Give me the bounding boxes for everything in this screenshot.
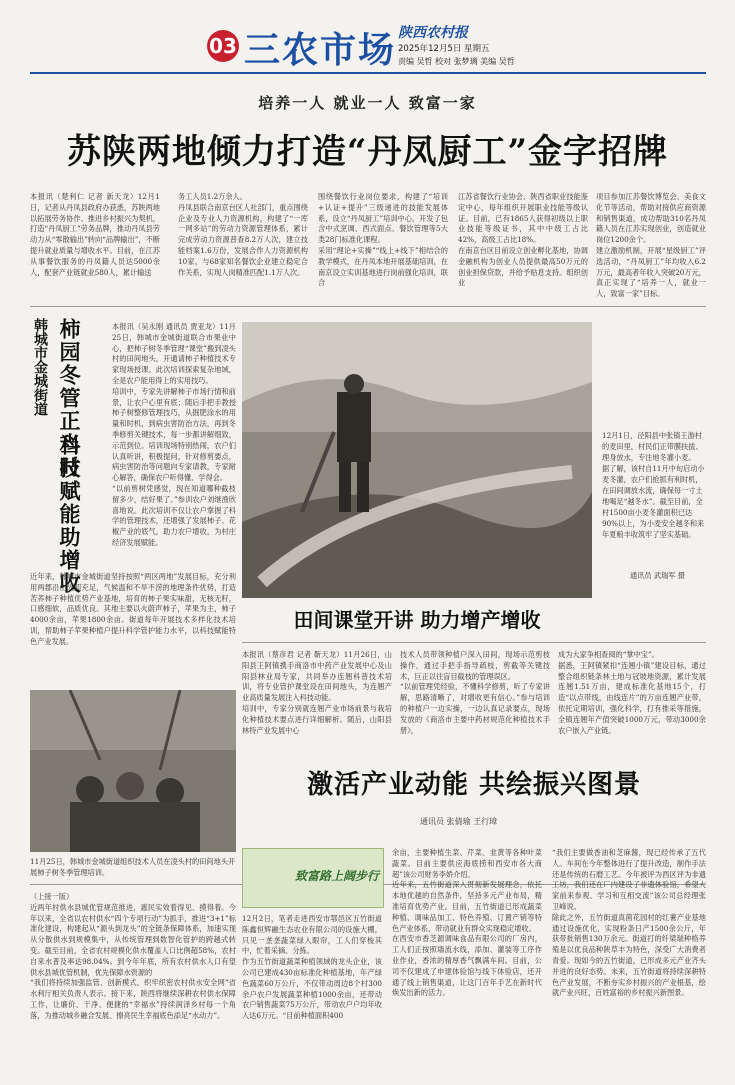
photo2-credit: 通讯员 武瑞军 摄 xyxy=(630,571,685,580)
story4-byline: 通讯员 张倩瑜 王行璋 xyxy=(420,817,498,826)
column-logo-label: 致富路上阔步行 xyxy=(295,869,380,883)
photo1-caption: 11月25日，韩城市金城街道组织技术人员在凌头村的田间地头开展柿子树冬季管理培训。 xyxy=(30,857,236,877)
lead-col3: 围绕餐饮行业岗位要求，构建了“培训+认证+提升”三级递进的技能发展体系，设立“丹凤厨工”培训中心，开发了包含中式烹调、西式面点、餐饮管理等5大类28门标准化课程。 采用“理论+实操”“线上+线下”相结合的教学模式，在丹凤本地开展基础培训，在南京设立实训基地进行岗前强化培训，联合 xyxy=(318,192,448,288)
story3-divider xyxy=(242,642,706,643)
story3-headline: 田间课堂开讲 助力增产增收 xyxy=(293,608,541,632)
photo-wheat-illustration xyxy=(242,322,592,598)
story4-col0: （上接一版） 近两年村供水县城优管规范推进，惠民实效着得见、摸得着。今年以来，全省以农村供水“四个专项行动”为抓手，推进“3+1”标准化建设，构建起从“源头到龙头”的全链条保障体系，加速实现从分散供水到规模集中，从传统管理到数智化管护的跨越式转变。截至目前，全省农村规模化供水覆盖人口比例超58%，农村自来水普及率达98.04%。到今年年底，所有农村供水人口有望供水县城优管机制，优先保障水资源的 “我们将持续加强监管、创新模式，织牢织密农村供水安全网”省水利厅相关负责人表示。接下来，陕西将继续深耕农村供水保障工作，让廉价、干净、便捷的“幸福水”持续润泽乡村每一个角落，为推动城乡融合发展、擦亮民生幸福底色添足“水动力”。 xyxy=(30,892,236,1020)
story3-col2: 技术人员带领种植户深入田间，现场示范剪枝操作，通过手把手指导疏枝，剪截等关键技术，巨正以往盲目截枝的管理误区。 “以前管理凭经验，不懂科学修剪，听了专家讲解，思路清晰了，对增收更有信心。”参与培训的种植户一边实操，一边认真记录要点，现场发放的《商洛市主要中药材规范化种植技术手册》， xyxy=(400,650,550,735)
issue-date: 2025年12月5日 星期五 xyxy=(398,44,490,54)
masthead-rule xyxy=(30,72,706,74)
story2-kicker: 韩城市金城街道 xyxy=(32,318,48,416)
lead-col5: 项目参加江苏餐饮博览会、美食文化节等活动，帮助对接供应商资源和销售渠道，成功帮助310名丹凤籍人员在江苏实现创业，创造就业岗位1200余个。 建立激励机制，开展“星级厨工”评选活动，“丹凤厨工”年均收入6.2万元，最高者年收入突破20万元，真正实现了“培养一人，就业一人，致富一家”目标。 xyxy=(596,192,706,299)
lead-headline: 苏陕两地倾力打造“丹凤厨工”金字招牌 xyxy=(66,132,669,172)
section-divider xyxy=(30,306,706,307)
lead-col2: 务工人员1.2万余人。 丹凤县联合南京台区人社部门，重点围绕企业及专业人力资源机构，构建了“一库一网多站”的劳动力资源管理体系，累计完成劳动力资源普查8.2万人次，建立技能档案1.6万份，发展合作人力资源机构10家，与68家知名餐饮企业建立稳定合作关系，实现人岗精准匹配1.1万人次。 xyxy=(178,192,308,277)
editor-credits: 责编 吴哲 校对 张梦璃 美编 吴哲 xyxy=(398,57,515,66)
story3-col1: 本报讯（蔡彦君 记者 靳天龙）11月26日，山阳县王阿镇携手商洛市中药产业发展中心及山阳县林业局专家，共同举办连翘科普技术培训，将专业管护课堂设在田间地头，为连翘产业高质量发展注入科技动能。 培训中，专家分别就连翘产业市场前景与栽培化种植技术要点进行详细解析。随后，山阳县林特产业发展中心 xyxy=(242,650,392,735)
story2-headline-1: 柿园冬管正当时 xyxy=(57,318,82,479)
story2-col2: 近年来，韩城市金城街道坚持按照“两区两地”发展目标，充分利用两郡沿山光照充足，气候温和不旱不涝的地理条件优势，打造苦荞柿子种植优势产业基地，培育的柿子果实味甜，无核无籽，口感细软，品质优良。其地主要以火蔚声柿子，苹果为主，柿子4000余亩，苹果1800余亩。街道每年开展技术多样化技术培训，帮助柿子苹果种植户提升科学管护能力水平，以科技赋能特色产业发展。 xyxy=(30,572,236,646)
lead-col1: 本报讯（楚利仁 记者 新天龙）12月1日，记者从丹凤县政府办获悉，苏陕两地以拓展劳务协作、推进乡村振兴为契机，打造“丹凤厨工”劳务品牌，推动丹凤县劳动力从“零散输出”转向“品牌输出”，不断提升就业质量与增收水平。目前，在江苏从事餐饮服务的丹凤籍人员达5000余人，配套产业链就业580人，累计输送 xyxy=(30,192,160,277)
story2-headline-2: 科技赋能助增收 xyxy=(57,434,82,595)
column-logo xyxy=(242,848,384,908)
lead-col4: 江苏省餐饮行业协会、陕西省职业技能鉴定中心，每年组织开展职业技能等级认证。目前，已有1865人获得初级以上职业技能等级证书，其中中级工占比42%，高级工占比18%。 在南京台区目前设立创业孵化基地，协调金融机构为创业人员提供最高50万元的创业担保贷款，并给予贴息支持。组织创业 xyxy=(458,192,588,288)
photo-wheat-irrigation xyxy=(242,322,592,598)
story3-col3: 成为大家争相查阅的“掌中宝”。 据悉，王阿镇紧扣“连翘小镇”建设目标，通过整合组织链条林土地与冠坡地资源，累计发展连翘1.51万亩，建成标准化基地15个，打造“以点带线，由线连片”的万亩连翘产业带，依托定期培训，强化科学，打有推采等措施，全镇连翘年产值突破1000万元，带动3000余农户嵌入产业链。 xyxy=(558,650,706,735)
story4-headline: 激活产业动能 共绘振兴图景 xyxy=(306,770,642,800)
story4-col2: 余亩，主要种植生菜、芹菜、韭黄等各种叶菜蔬菜。目前主要供应海底捞和西安市各大商超”该公司财务李娇介绍。 近年来，五竹街道深入贯彻新发展理念，依托本地优越的自然条件，坚持多元产业布局，精准培育优势产业。目前，五竹街道已形成蔬菜种植、调味品加工、特色养殖、订置产销等特色产业体系，带动就业有群众实现稳定增收。 在西安市香芝源调味食品有限公司的厂房内，工人们正按照墙流水线，添加、灌装等工序作业作业，香浓的精厚香气飘满车间。目前，公司不仅建成了申建体验馆与线下体验店，还开通了线上销售渠道，让这门百年手艺在新时代焕发出新的活力。 xyxy=(392,848,542,998)
story4-col3: “我们主要做香油和芝麻酱，现已经传承了五代人。车间在今年整体进行了提升改造，制作手法还是传统的石磨工艺。今年被评为西区评为非遗工坊，我们还在厂内建设了非遗体验馆，希望大家前来参观、学习和互相交流”该公司总经理张卫峰说。 除此之外，五竹街道真菌花园村的红薯产业基地通过设施优化，实现粉条日产1500余公斤，年获带批销售130万余元。街道打的纤梁瑞种格养殖是以优良品种陕草丰为特色，深受广大消费者青爱。现如今的五竹街道，已形成多元产业齐头并进的良好态势。未来，五竹街道将持续深耕特色产业发展，不断夯实乡村振兴的产业根基，绘就产业兴旺，百姓富裕的乡村振兴新图景。 xyxy=(552,848,706,998)
story2-col1: 本报讯（吴永刚 通讯员 贾亚龙）11月25日，韩城市金城街道联合市果业中心，把柿子树冬季管理“课堂”搬到凌头村的田间地头，开通请柿子种植技术专家现场授课。此次培训探索复杂地域，全是农户能用得上的实用技巧。 培训中，专家先讲解柿子市场行情和前景，让农户心里有底；随后手把手教授柿子树整修管理技巧，从掘肥涂水的用量和时机，到病虫害防治方法，再到冬季修剪关键技术，每一步都讲解细致，示范到位。培训现场特别热闹，农户们认真听讲，积极提问，针对修剪要点，病虫害防治等问题向专家请教，专家耐心解答，确保农户听得懂、学得会。 “以前剪树凭感觉，现在知道哪种截枝留多少，结好果了。”参训农户刘继渔欣喜地说。此次培训不仅让农户掌握了科学的管理技术，还增强了发展柿子、花椒产业的底气，助力农户增收，为村庄经济发展赋能。 xyxy=(112,322,236,547)
section-title: 三农市场 xyxy=(244,29,397,71)
photo2-caption: 12月1日，泾阳县中张镇王游村的麦田里，村民们正带膜扶拔、理身放水，专注地冬灌小麦。 据了解，该村自11月中旬启动小麦冬灌，农户们抢抓有利时机，在田间调放水流，确保每一寸土地喝足“越冬水”。截至目前，全村1500亩小麦冬灌面积已达90%以上，为小麦安全越冬和来年夏粮丰收筑牢了坚实基础。 xyxy=(602,431,705,539)
story4-col1: 12月2日，笔者走进西安市鄠邑区五竹街道陈鑫恒辉融生态农业有限公司的设施大棚，只见一垄垄蔬菜绿入眼帘，工人们穿梭其中，忙着采摘、分拣。 作为五竹街道蔬菜种植领域的龙头企业，该公司已建成430亩标准化种植基地，年产绿色蔬菜60万公斤，不仅带动周边8个村300余户农户发展蔬菜种植1000余亩，还带动农户销售蔬菜75万公斤，带动农户户均年收入达6万元。“目前种植面积400 xyxy=(242,914,382,1021)
photo-persimmon-illustration xyxy=(30,690,236,852)
page-number-badge: 03 xyxy=(207,30,239,62)
lead-kicker: 培养一人 就业一人 致富一家 xyxy=(258,94,477,112)
photo-persimmon-training xyxy=(30,690,236,852)
newspaper-logo: 陕西农村报 xyxy=(398,25,468,41)
